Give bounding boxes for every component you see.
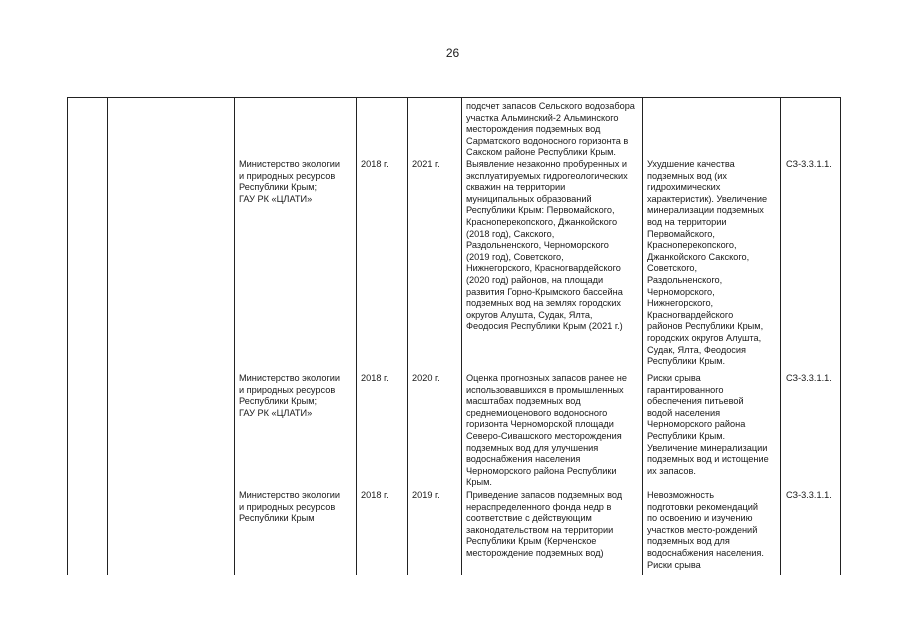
table-cell-end-year: 2020 г.: [412, 373, 440, 383]
column-border: [642, 97, 643, 575]
table-cell-code: СЗ-3.3.1.1.: [786, 373, 832, 383]
column-border: [234, 97, 235, 575]
table-cell-executor: Министерство экологии и природных ресурсов Республики Крым; ГАУ РК «ЦЛАТИ»: [239, 159, 341, 204]
page-number: 26: [445, 46, 460, 60]
table-cell-measure: Приведение запасов подземных вод нераспределенного фонда недр в соответствие с действующим законодательством на территории Республики Крым (Керченское месторождение подземных вод): [466, 490, 623, 558]
column-border: [780, 97, 781, 575]
column-border: [840, 97, 841, 575]
measure-continuation: подсчет запасов Сельского водозабора участка Альминский-2 Альминского месторождения подземных вод Сарматского водоносного горизонта в Сакском районе Республики Крым.: [466, 101, 635, 158]
table-cell-end-year: 2019 г.: [412, 490, 440, 500]
table-cell-code: СЗ-3.3.1.1.: [786, 490, 832, 500]
table-cell-start-year: 2018 г.: [361, 159, 389, 169]
column-border: [67, 97, 68, 575]
table-cell-risk: Риски срыва гарантированного обеспечения питьевой водой населения Черноморского района Республики Крым. Увеличение минерализации подземных вод и истощение их запасов.: [647, 373, 769, 476]
table-cell-start-year: 2018 г.: [361, 490, 389, 500]
column-border: [107, 97, 108, 575]
table-cell-measure: Оценка прогнозных запасов ранее не использовавшихся в промышленных масштабах подземных вод среднемиоценового водоносного горизонта Черноморской площади Северо-Сивашского месторождения подземных вод для улучшения водоснабжения населения Черноморского района Республики Крым.: [466, 373, 627, 488]
table-cell-executor: Министерство экологии и природных ресурсов Республики Крым: [239, 490, 341, 524]
column-border: [407, 97, 408, 575]
table-cell-executor: Министерство экологии и природных ресурсов Республики Крым; ГАУ РК «ЦЛАТИ»: [239, 373, 341, 418]
table-cell-risk: Невозможность подготовки рекомендаций по освоению и изучению участков место-рождений подземных вод для водоснабжения населения. Риски срыва: [647, 490, 764, 570]
table-cell-risk: Ухудшение качества подземных вод (их гидрохимических характеристик). Увеличение минерализации подземных вод на территории Первомайского, Красноперекопского, Джанкойского Сакского, Советского, Раздольненского, Черноморского, Нижнегорского, Красногвардейского районов Республики Крым, городских округов Алушта, Судак, Ялта, Феодосия Республики Крым.: [647, 159, 768, 367]
table-cell-code: СЗ-3.3.1.1.: [786, 159, 832, 169]
column-border: [461, 97, 462, 575]
table-cell-start-year: 2018 г.: [361, 373, 389, 383]
table-top-border: [67, 97, 841, 98]
column-border: [356, 97, 357, 575]
table-cell-end-year: 2021 г.: [412, 159, 440, 169]
table-cell-measure: Выявление незаконно пробуренных и эксплуатируемых гидрогеологических скважин на территории муниципальных образований Республики Крым: Первомайского, Красноперекопского, Джанкойского (2018 год), Сакского, Раздольненского, Черноморского (2019 год), Советского, Нижнегорского, Красногвардейского (2020 год) районов, на площади развития Горно-Крымского бассейна подземных вод на землях городских округов Алушта, Судак, Ялта, Феодосия Республики Крым (2021 г.): [466, 159, 628, 332]
